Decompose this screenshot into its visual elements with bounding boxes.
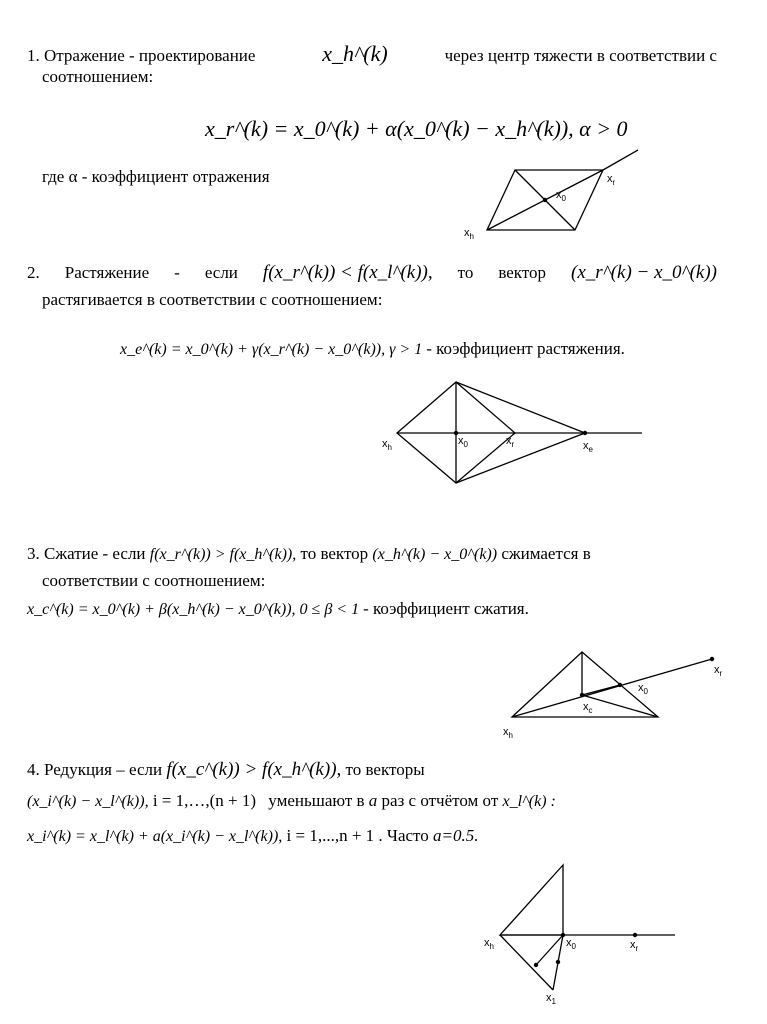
s4-then-vectors: то векторы	[345, 760, 425, 779]
s3-segment	[582, 685, 620, 695]
s2-formula: x_e^(k) = x_0^(k) + γ(x_r^(k) − x_0^(k)), γ > 1	[120, 341, 423, 358]
s2-formula-note: - коэффициент растяжения.	[426, 339, 625, 358]
s4-times: раз с отчётом от	[381, 791, 499, 810]
s3-title: Сжатие - если	[44, 544, 146, 563]
s3-line1	[27, 545, 591, 564]
s3-contraction-diagram	[500, 645, 740, 745]
s4-formula-range: i = 1,...,n + 1	[286, 826, 375, 845]
s4-line1	[27, 760, 425, 781]
s2-then: то	[457, 263, 474, 282]
s3-point-xr	[710, 657, 714, 661]
s1-title: Отражение - проектирование	[44, 46, 256, 65]
s3-vector: (x_h^(k) − x_0^(k))	[372, 546, 498, 563]
s2-vector-word: вектор	[498, 263, 547, 282]
s4-vector: (x_i^(k) − x_l^(k)),	[27, 793, 149, 810]
s3-then-vector: то вектор	[300, 544, 369, 563]
s4-formula: x_i^(k) = x_l^(k) + a(x_i^(k) − x_l^(k)),	[27, 828, 283, 845]
s2-dash: -	[174, 263, 180, 282]
s3-text-c: сжимается в	[501, 544, 591, 563]
s2-label-xe: $x_e$	[583, 440, 593, 454]
s4-label-xh: $x_h$	[484, 937, 494, 951]
s4-formula-row	[27, 827, 479, 846]
s3-formula-note: - коэффициент сжатия.	[363, 599, 529, 618]
s4-reduce: уменьшают в	[268, 791, 365, 810]
s3-condition: f(x_r^(k)) > f(x_h^(k)),	[149, 546, 297, 563]
s3-label-x0: $x_0$	[638, 682, 648, 696]
s1-number: 1.	[27, 46, 40, 65]
s1-formula: x_r^(k) = x_0^(k) + α(x_0^(k) − x_h^(k)), α > 0	[205, 116, 628, 141]
s2-expansion-diagram	[380, 375, 650, 490]
s2-title: Растяжение	[64, 263, 150, 282]
s2-condition: f(x_r^(k)) < f(x_l^(k)),	[262, 262, 433, 283]
s2-label-xr: $x_r$	[506, 435, 515, 449]
s4-note-value: a=0.5.	[433, 826, 479, 845]
s2-point-xe	[583, 431, 587, 435]
s1-note: где α - коэффициент отражения	[42, 167, 270, 186]
s4-range: i = 1,…,(n + 1)	[152, 791, 257, 810]
s2-label-x0: $x_0$	[458, 435, 468, 449]
s3-point-xc	[580, 693, 584, 697]
s3-formula: x_c^(k) = x_0^(k) + β(x_h^(k) − x_0^(k)), 0 ≤ β < 1	[27, 601, 360, 618]
s4-note: . Часто	[378, 826, 429, 845]
s2-upper-edge	[456, 382, 585, 433]
s3-inner-edge	[582, 695, 658, 717]
s4-label-xr: $x_r$	[630, 939, 639, 953]
s2-lower-edge	[456, 433, 585, 483]
s3-ray	[512, 659, 712, 717]
s4-a: a	[368, 791, 378, 810]
s2-number: 2.	[27, 263, 40, 282]
s3-point-x0	[618, 683, 622, 687]
s4-reduction-diagram	[480, 860, 690, 1010]
s1-text-b: через центр тяжести в соответствии с	[444, 46, 717, 65]
s3-label-xr: $x_r$	[714, 664, 723, 678]
s1-line1	[27, 42, 717, 66]
s4-number: 4.	[27, 760, 40, 779]
s4-point-mid	[534, 963, 538, 967]
s4-label-x0: $x_0$	[566, 937, 576, 951]
s1-line2: соотношением:	[42, 67, 154, 86]
s3-number: 3.	[27, 544, 40, 563]
s1-xh-formula: x_h^(k)	[322, 41, 388, 66]
s4-point-mid2	[556, 960, 560, 964]
s4-ref: x_l^(k) :	[502, 793, 556, 810]
s2-label-xh: $x_h$	[382, 438, 392, 452]
s2-if: если	[204, 263, 238, 282]
s1-label-xh: $x_h$	[464, 227, 474, 241]
s1-label-x0: $x_0$	[556, 189, 566, 203]
s1-ray	[603, 150, 638, 170]
s1-point-x0	[543, 198, 547, 202]
s4-point-x0	[561, 933, 565, 937]
s3-label-xc: $x_c$	[583, 701, 593, 715]
s4-condition: f(x_c^(k)) > f(x_h^(k)),	[166, 759, 342, 780]
s4-label-x1: $x_1$	[546, 992, 556, 1006]
s1-reflection-diagram	[460, 140, 690, 250]
s3-formula-row	[27, 600, 529, 619]
s4-triangle	[500, 865, 563, 935]
s4-line2	[27, 792, 556, 811]
s3-label-xh: $x_h$	[503, 726, 513, 740]
s2-formula-row	[120, 340, 625, 359]
s4-point-xr	[633, 933, 637, 937]
s2-line1	[27, 263, 717, 284]
s3-line2: соответствии с соотношением:	[42, 571, 266, 590]
s4-edge-h-1	[500, 935, 553, 990]
s2-line2: растягивается в соответствии с соотношением:	[42, 290, 383, 309]
s2-vector: (x_r^(k) − x_0^(k))	[571, 262, 717, 283]
s1-label-xr: $x_r$	[607, 173, 616, 187]
s4-title: Редукция – если	[44, 760, 163, 779]
